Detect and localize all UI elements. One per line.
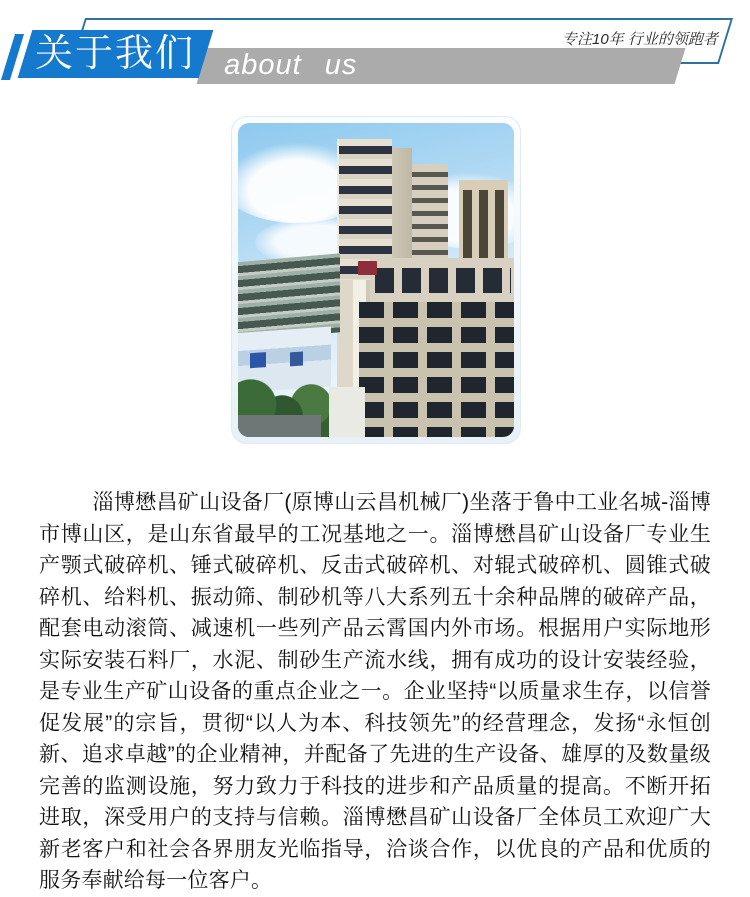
header-blue-badge [18, 30, 214, 78]
company-photo-frame [231, 116, 521, 444]
building-window-grid [359, 302, 514, 437]
section-subtitle-en: about us [224, 49, 358, 81]
building-window-row [375, 268, 511, 292]
blue-signboard [250, 352, 266, 369]
building-mid-right [370, 258, 514, 305]
building-bottom-right [359, 302, 514, 437]
about-paragraph: 淄博懋昌矿山设备厂(原博山云昌机械厂)坐落于鲁中工业名城-淄博市博山区，是山东省最早的工况基地之一。淄博懋昌矿山设备厂专业生产颚式破碎机、锤式破碎机、反击式破碎机、对辊式破碎机、圆锥式破碎机、给料机、振动筛、制砂机等八大系列五十余种品牌的破碎产品，配套电动滚筒、减速机一些列产品云霄国内外市场。根据用户实际地形实际安装石料厂，水泥、制砂生产流水线，拥有成功的设计安装经验，是专业生产矿山设备的重点企业之一。企业坚持“以质量求生存，以信誉促发展”的宗旨，贯彻“以人为本、科技领先”的经营理念，发扬“永恒创新、追求卓越”的企业精神，并配备了先进的生产设备、雄厚的及数量级完善的监测设施，努力致力于科技的进步和产品质量的提高。不断开拓进取，深受用户的支持与信赖。淄博懋昌矿山设备厂全体员工欢迎广大新老客户和社会各界朋友光临指导，洽谈合作，以优良的产品和优质的服务奉献给每一位客户。 [39, 491, 711, 892]
section-header-banner [0, 0, 750, 115]
header-gray-ribbon [196, 48, 685, 84]
building-small-white [329, 387, 365, 437]
building-right-tower [412, 164, 448, 271]
red-signboard [358, 261, 377, 275]
blue-signboard [290, 351, 303, 366]
section-title: 关于我们 [35, 33, 196, 75]
street [238, 415, 321, 437]
company-building-photo [238, 123, 514, 437]
header-tagline: 专注10年 行业的领跑者 [562, 31, 718, 48]
